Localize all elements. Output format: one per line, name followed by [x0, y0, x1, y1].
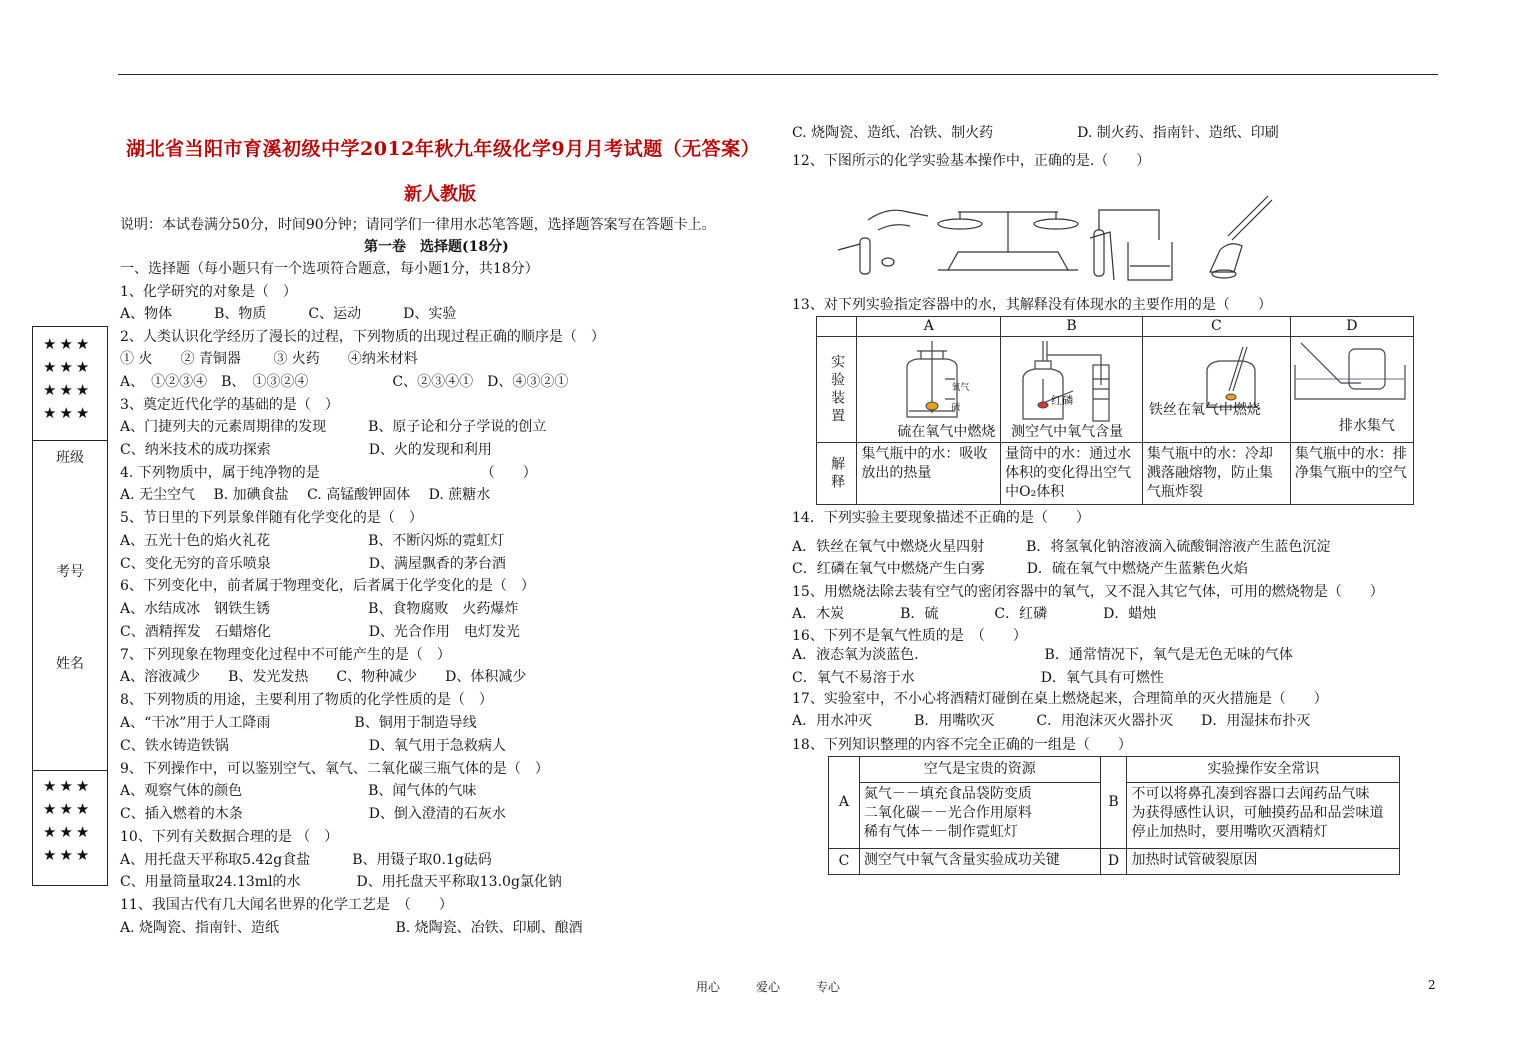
caption-a: 硫在氧气中燃烧	[897, 424, 996, 440]
q13-explain-a: 集气瓶中的水：吸收放出的热量	[857, 443, 1001, 505]
star-row: ★★★	[43, 777, 93, 795]
q13-col-d: D	[1290, 317, 1413, 337]
stars-top	[43, 333, 92, 425]
q18-b-item: 不可以将鼻孔凑到容器口去闻药品气味	[1131, 786, 1370, 802]
q13-apparatus-b	[1001, 337, 1143, 443]
question-line: 4. 下列物质中，属于纯净物的是 （ ）	[120, 465, 537, 481]
q13-explain-b: 量筒中的水：通过水体积的变化得出空气中O₂体积	[1001, 443, 1143, 505]
question-line: C、变化无穷的音乐喷泉 D、满屋飘香的茅台酒	[120, 556, 506, 572]
sulfur-label: 硫	[951, 403, 961, 413]
question-line: A．木炭 B．硫 C．红磷 D．蜡烛	[792, 606, 1157, 622]
q13-apparatus-c	[1142, 337, 1290, 443]
q13-apparatus-a	[857, 337, 1001, 443]
q13-col-a: A	[857, 317, 1001, 337]
question-line: 10、下列有关数据合理的是 （ ）	[120, 829, 339, 845]
q18-a-items	[859, 783, 1100, 849]
question-line: ① 火 ② 青铜器 ③ 火药 ④纳米材料	[120, 351, 418, 367]
water-collection-figure	[1291, 339, 1409, 405]
star-row: ★★★	[43, 823, 93, 841]
q18-b-item: 为获得感性认识，可触摸药品和品尝味道	[1131, 805, 1384, 821]
q18-b-item: 停止加热时，要用嘴吹灭酒精灯	[1131, 824, 1328, 840]
question-line: A、溶液减少 B、发光发热 C、物种减少 D、体积减少	[120, 669, 527, 685]
q12-lab-operations-figure	[828, 190, 1288, 282]
star-row: ★★★	[43, 335, 93, 353]
page-subtitle: 新人教版	[404, 184, 476, 205]
question-line: A．铁丝在氧气中燃烧火星四射 B．将氢氧化钠溶液滴入硫酸铜溶液产生蓝色沉淀	[792, 539, 1331, 555]
q18-letter-b: B	[1100, 757, 1127, 849]
question-line: 3、奠定近代化学的基础的是（ ）	[120, 397, 339, 413]
question-line: A、观察气体的颜色 B、闻气体的气味	[120, 783, 477, 799]
sulfur-bottle-figure	[887, 341, 1007, 423]
question-line: 7、下列现象在物理变化过程中不可能产生的是（ ）	[120, 647, 451, 663]
caption-d: 排水集气	[1338, 418, 1395, 434]
question-line: A. 无尘空气 B. 加碘食盐 C. 高锰酸钾固体 D. 蔗糖水	[120, 487, 491, 503]
star-row: ★★★	[43, 358, 93, 376]
section-title: 第一卷 选择题(18分)	[364, 239, 509, 255]
q13-col-b: B	[1001, 317, 1143, 337]
phosphorus-apparatus-figure	[1003, 339, 1133, 423]
question-line: A. 烧陶瓷、指南针、造纸 B. 烧陶瓷、冶铁、印刷、酿酒	[120, 920, 583, 936]
class-label: 班级	[56, 450, 84, 466]
q18-letter-d: D	[1100, 849, 1127, 875]
question-line: 14．下列实验主要现象描述不正确的是（ ）	[792, 510, 1090, 526]
star-row: ★★★	[43, 846, 93, 864]
star-row: ★★★	[43, 404, 93, 422]
q18-b-head: 实验操作安全常识	[1127, 757, 1400, 783]
q13-text: 13、对下列实验指定容器中的水，其解释没有体现水的主要作用的是（ ）	[792, 297, 1272, 313]
oxygen-label: 氧气	[951, 383, 970, 393]
question-line: A、门捷列夫的元素周期律的发现 B、原子论和分子学说的创立	[120, 419, 547, 435]
question-line: A、水结成冰 钢铁生锈 B、食物腐败 火药爆炸	[120, 601, 519, 617]
name-label: 姓名	[56, 656, 84, 672]
question-line: C．氧气不易溶于水 D．氧气具有可燃性	[792, 670, 1164, 686]
q13-explain-c: 集气瓶中的水：冷却溅落融熔物，防止集气瓶炸裂	[1142, 443, 1290, 505]
q11-options-cd: C. 烧陶瓷、造纸、冶铁、制火药 D. 制火药、指南针、造纸、印刷	[792, 125, 1279, 141]
question-line: 9、下列操作中，可以鉴别空气、氧气、二氧化碳三瓶气体的是（ ）	[120, 761, 549, 777]
question-line: C、用量筒量取24.13ml的水 D、用托盘天平称取13.0g氯化钠	[120, 874, 562, 890]
question-line: C、酒精挥发 石蜡熔化 D、光合作用 电灯发光	[120, 624, 520, 640]
q18-a-item: 稀有气体－－制作霓虹灯	[863, 824, 1018, 840]
question-line: 2、人类认识化学经历了漫长的过程，下列物质的出现过程正确的顺序是（ ）	[120, 329, 605, 345]
question-line: C、纳米技术的成功探索 D、火的发现和利用	[120, 442, 492, 458]
question-line: A、用托盘天平称取5.42g食盐 B、用镊子取0.1g砝码	[120, 852, 492, 868]
q13-apparatus-d	[1290, 337, 1413, 443]
question-line: C．红磷在氧气中燃烧产生白雾 D．硫在氧气中燃烧产生蓝紫色火焰	[792, 561, 1248, 577]
question-line: C、铁水铸造铁锅 D、氧气用于急救病人	[120, 738, 506, 754]
q18-d-text: 加热时试管破裂原因	[1127, 849, 1400, 875]
q13-corner	[817, 317, 857, 337]
q18-a-item: 二氧化碳－－光合作用原料	[863, 805, 1032, 821]
question-line: 6、下列变化中，前者属于物理变化，后者属于化学变化的是（ ）	[120, 578, 535, 594]
star-row: ★★★	[43, 800, 93, 818]
student-info-box	[32, 326, 108, 886]
question-line: 1、化学研究的对象是（ ）	[120, 284, 297, 300]
question-line: 16、下列不是氧气性质的是 （ ）	[792, 628, 1027, 644]
q18-a-head: 空气是宝贵的资源	[859, 757, 1100, 783]
q18-table	[828, 756, 1400, 875]
exam-note: 说明：本试卷满分50分，时间90分钟；请同学们一律用水芯笔答题，选择题答案写在答题卡上。	[120, 217, 716, 233]
page-number: 2	[1428, 978, 1436, 992]
question-line: A．用水冲灭 B．用嘴吹灭 C．用泡沫灭火器扑灭 D．用湿抹布扑灭	[792, 713, 1311, 729]
question-line: A．液态氧为淡蓝色. B．通常情况下，氧气是无色无味的气体	[792, 647, 1293, 663]
q18-a-item: 氮气－－填充食品袋防变质	[863, 786, 1032, 802]
q18-letter-c: C	[829, 849, 860, 875]
question-line: 18、下列知识整理的内容不完全正确的一组是（ ）	[792, 737, 1132, 753]
question-line: A、物体 B、物质 C、运动 D、实验	[120, 306, 457, 322]
q18-c-text: 测空气中氧气含量实验成功关键	[859, 849, 1100, 875]
caption-c: 铁丝在氧气中燃烧	[1148, 402, 1261, 418]
star-row: ★★★	[43, 381, 93, 399]
q18-letter-a: A	[829, 757, 860, 849]
stars-bottom	[43, 775, 92, 867]
q18-b-items	[1127, 783, 1400, 849]
question-line: C、插入燃着的木条 D、倒入澄清的石灰水	[120, 806, 506, 822]
top-rule	[118, 74, 1438, 75]
question-line: A、 ①②③④ B、 ①③②④ C、②③④① D、④③②①	[120, 374, 569, 390]
caption-b: 测空气中氧气含量	[1011, 424, 1124, 440]
q13-row-apparatus-label: 实验装置	[817, 337, 857, 443]
q13-col-c: C	[1142, 317, 1290, 337]
q13-explain-d: 集气瓶中的水：排净集气瓶中的空气	[1290, 443, 1413, 505]
footer-motto: 用心 爱心 专心	[696, 980, 841, 994]
red-phosphorus-label: 红磷	[1051, 394, 1074, 407]
question-line: 5、节日里的下列景象伴随有化学变化的是（ ）	[120, 510, 423, 526]
q13-table	[816, 316, 1414, 505]
question-line: 11、我国古代有几大闻名世界的化学工艺是 （ ）	[120, 897, 453, 913]
exam-number-label: 考号	[56, 564, 84, 580]
question-line: 8、下列物质的用途，主要利用了物质的化学性质的是（ ）	[120, 692, 493, 708]
question-line: A、五光十色的焰火礼花 B、不断闪烁的霓虹灯	[120, 533, 505, 549]
page-title: 湖北省当阳市育溪初级中学2012年秋九年级化学9月月考试题（无答案）	[126, 138, 761, 160]
q13-row-explain-label: 解释	[817, 443, 857, 505]
question-line: 17、实验室中，不小心将酒精灯碰倒在桌上燃烧起来，合理简单的灭火措施是（ ）	[792, 691, 1328, 707]
question-line: 一、选择题（每小题只有一个选项符合题意，每小题1分，共18分）	[120, 261, 539, 277]
question-line: 15、用燃烧法除去装有空气的密闭容器中的氧气，又不混入其它气体，可用的燃烧物是（ ）	[792, 584, 1384, 600]
q12-text: 12、下图所示的化学实验基本操作中，正确的是.（ ）	[792, 153, 1151, 169]
question-line: A、“干冰”用于人工降雨 B、铜用于制造导线	[120, 715, 477, 731]
